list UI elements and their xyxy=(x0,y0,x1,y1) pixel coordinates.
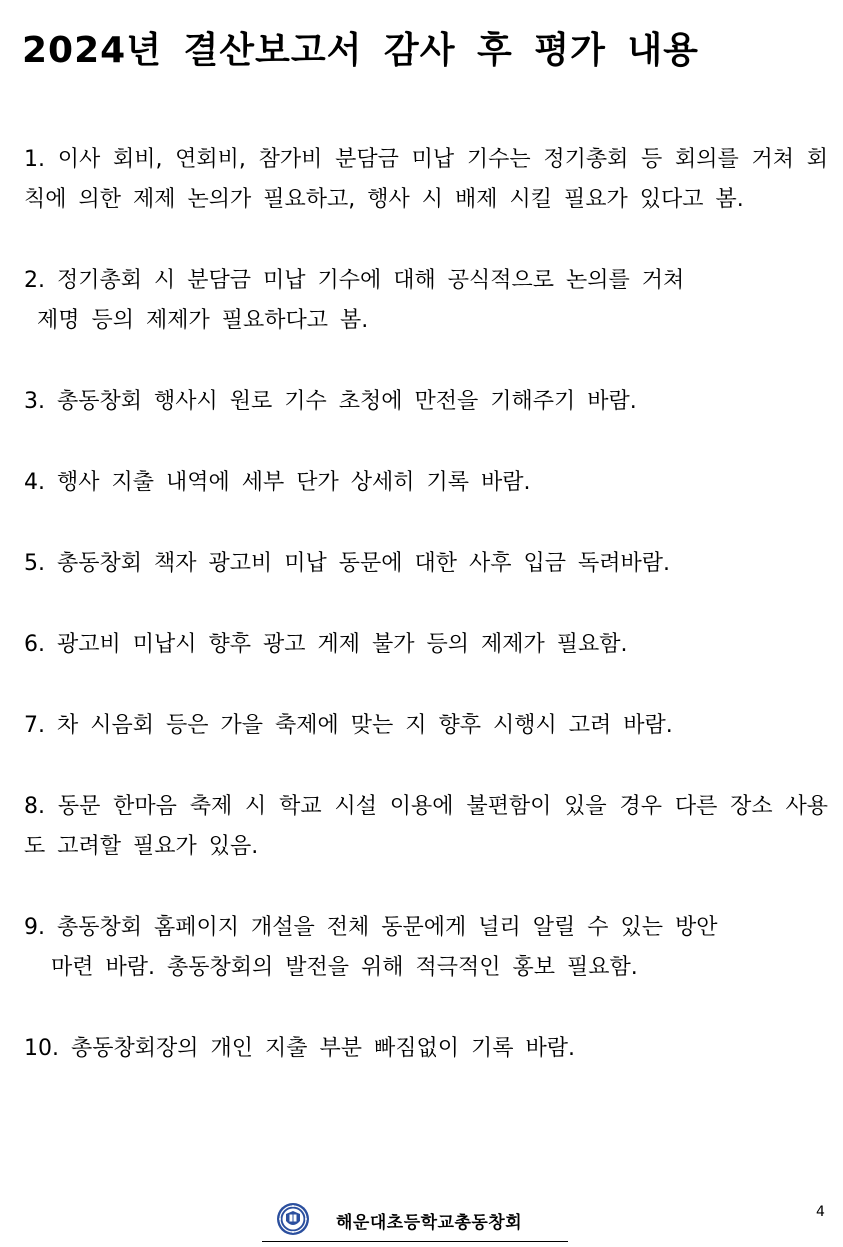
item-text: 1. 이사 회비, 연회비, 참가비 분담금 미납 기수는 정기총회 등 회의를 거쳐 회칙에 의한 제제 논의가 필요하고, 행사 시 배제 시킬 필요가 있다고 봄. xyxy=(24,147,828,212)
item-text: 6. 광고비 미납시 향후 광고 게제 불가 등의 제제가 필요함. xyxy=(24,632,628,657)
list-item xyxy=(24,140,828,220)
evaluation-list xyxy=(24,140,828,1110)
school-emblem-icon xyxy=(276,1202,310,1236)
list-item xyxy=(24,706,828,746)
item-text: 8. 동문 한마음 축제 시 학교 시설 이용에 불편함이 있을 경우 다른 장소 사용도 고려할 필요가 있음. xyxy=(24,794,828,859)
page-footer xyxy=(262,1200,568,1242)
organization-name: 해운대초등학교총동창회 xyxy=(336,1213,523,1233)
page-title: 2024년 결산보고서 감사 후 평가 내용 xyxy=(22,30,699,71)
item-text: 10. 총동창회장의 개인 지출 부분 빠짐없이 기록 바람. xyxy=(24,1036,575,1061)
list-item xyxy=(24,625,828,665)
list-item xyxy=(24,382,828,422)
item-text: 9. 총동창회 홈페이지 개설을 전체 동문에게 널리 알릴 수 있는 방안 xyxy=(24,915,718,940)
page-number: 4 xyxy=(816,1204,825,1220)
item-text: 7. 차 시음회 등은 가을 축제에 맞는 지 향후 시행시 고려 바람. xyxy=(24,713,673,738)
item-text: 4. 행사 지출 내역에 세부 단가 상세히 기록 바람. xyxy=(24,470,531,495)
list-item xyxy=(24,908,828,988)
item-text: 2. 정기총회 시 분담금 미납 기수에 대해 공식적으로 논의를 거쳐 xyxy=(24,268,685,293)
item-text-continued: 제명 등의 제제가 필요하다고 봄. xyxy=(37,308,369,333)
list-item xyxy=(24,463,828,503)
item-text-continued: 마련 바람. 총동창회의 발전을 위해 적극적인 홍보 필요함. xyxy=(51,955,638,980)
list-item xyxy=(24,261,828,341)
list-item xyxy=(24,544,828,584)
list-item xyxy=(24,1029,828,1069)
item-text: 3. 총동창회 행사시 원로 기수 초청에 만전을 기해주기 바람. xyxy=(24,389,637,414)
list-item xyxy=(24,787,828,867)
item-text: 5. 총동창회 책자 광고비 미납 동문에 대한 사후 입금 독려바람. xyxy=(24,551,670,576)
